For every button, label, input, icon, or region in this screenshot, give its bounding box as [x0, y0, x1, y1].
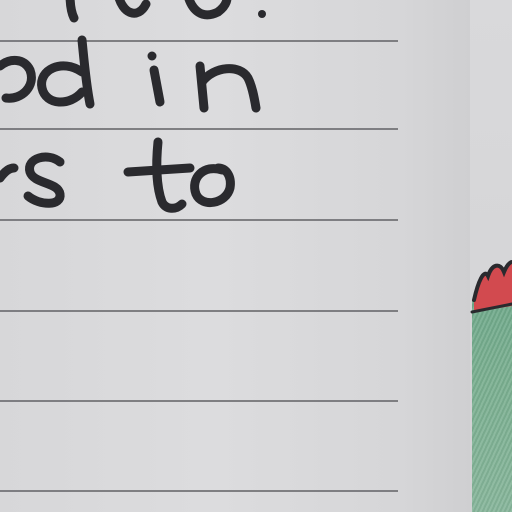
- handwritten-word-line3: [0, 142, 230, 208]
- handwritten-word-line1: [70, 0, 266, 18]
- red-crayon-flower: [472, 262, 512, 312]
- handwritten-word-line2: [0, 40, 256, 108]
